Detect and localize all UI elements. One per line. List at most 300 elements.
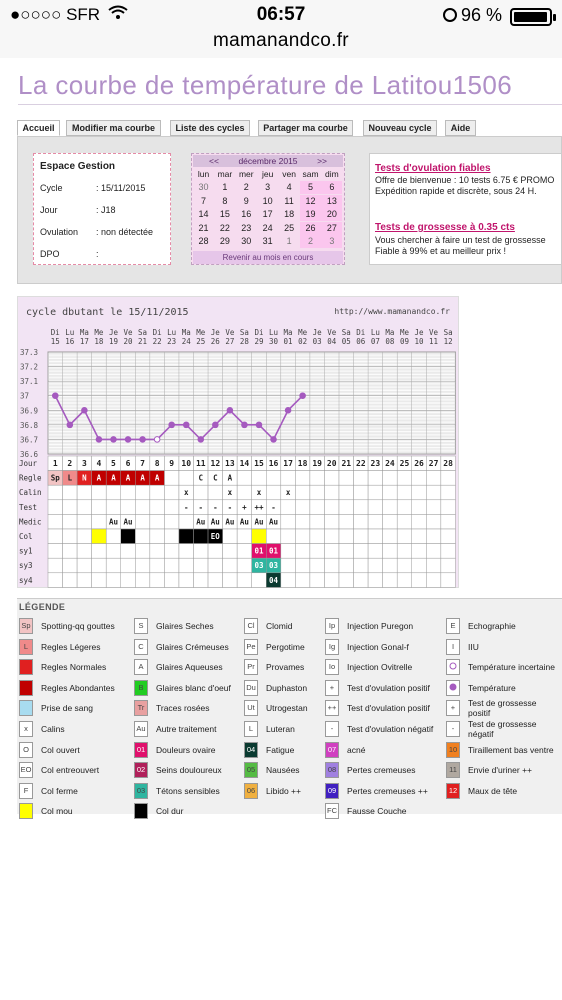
table-cell — [194, 558, 209, 573]
legend-label: Prise de sang — [41, 703, 93, 714]
day-name-label: Ve — [429, 328, 439, 337]
table-cell — [106, 558, 121, 573]
table-cell — [63, 500, 78, 515]
legend-swatch: L — [244, 721, 258, 737]
day-number-label: 26 — [210, 337, 220, 346]
table-cell — [383, 500, 398, 515]
temperature-point — [198, 437, 204, 443]
table-cell — [339, 514, 354, 529]
y-tick-label: 36.9 — [20, 406, 39, 416]
calendar-day[interactable]: 10 — [262, 195, 273, 206]
legend-label: Tiraillement bas ventre — [468, 744, 554, 755]
marker-text: Au — [269, 517, 279, 527]
marker-cell — [194, 529, 209, 544]
table-cell — [63, 558, 78, 573]
temperature-point — [242, 422, 248, 428]
table-cell — [339, 558, 354, 573]
calendar-day[interactable]: 24 — [262, 222, 273, 233]
calendar-day[interactable]: 20 — [321, 208, 342, 221]
marker-text: A — [154, 473, 160, 483]
tab-partager[interactable]: Partager ma courbe — [258, 120, 353, 136]
table-cell — [368, 573, 383, 588]
calendar-day[interactable]: 4 — [286, 182, 292, 192]
temperature-point — [52, 393, 58, 399]
cycle-day-label: 12 — [210, 459, 221, 468]
table-cell — [92, 514, 107, 529]
calendar-current-month-link[interactable]: Revenir au mois en cours — [193, 251, 343, 264]
table-cell — [135, 485, 150, 500]
legend-swatch — [19, 700, 33, 716]
day-number-label: 23 — [167, 337, 177, 346]
calendar-weekday: mar — [217, 169, 233, 179]
table-cell — [339, 544, 354, 559]
marker-text: A — [140, 473, 145, 483]
marker-text: 03 — [254, 561, 264, 571]
table-cell — [237, 558, 252, 573]
divider — [18, 104, 562, 105]
calendar-day[interactable]: 25 — [284, 222, 295, 233]
calendar-day[interactable]: 22 — [219, 222, 230, 233]
legend-label: Luteran — [266, 724, 295, 734]
legend-swatch: 08 — [325, 762, 339, 778]
table-cell — [441, 471, 456, 486]
legend-swatch: x — [19, 721, 33, 737]
table-cell — [63, 529, 78, 544]
alarm-icon — [443, 8, 457, 22]
day-name-label: Ve — [225, 328, 235, 337]
calendar-prev-button[interactable]: << — [209, 156, 219, 166]
legend-swatch: Au — [134, 721, 148, 737]
y-tick-label: 37.3 — [20, 348, 39, 357]
legend-label: Calins — [41, 724, 65, 734]
table-cell — [63, 544, 78, 559]
temperature-point — [67, 422, 73, 428]
day-number-label: 16 — [65, 337, 75, 346]
cycle-day-label: 4 — [96, 459, 102, 468]
cycle-day-label: 19 — [312, 459, 322, 468]
table-cell — [339, 500, 354, 515]
table-cell — [135, 529, 150, 544]
table-cell — [383, 471, 398, 486]
calendar-day[interactable]: 1 — [286, 236, 292, 247]
calendar-day[interactable]: 13 — [321, 195, 342, 208]
day-number-label: 08 — [385, 337, 395, 346]
row-label: Regle — [19, 473, 42, 483]
table-cell — [208, 485, 223, 500]
ad-text: Expédition rapide et discrète, sous 24 H. — [375, 186, 537, 196]
legend-swatch: Cl — [244, 618, 258, 634]
marker-text: A — [125, 473, 131, 483]
cycle-day-label: 6 — [125, 459, 131, 468]
table-cell — [92, 485, 107, 500]
table-cell — [383, 514, 398, 529]
gestion-title: Espace Gestion — [40, 161, 116, 172]
table-cell — [48, 558, 63, 573]
table-cell — [426, 485, 441, 500]
gestion-row: DPO : — [40, 249, 99, 259]
table-cell — [412, 485, 427, 500]
legend-label: Fausse Couche — [347, 806, 407, 817]
table-cell — [324, 573, 339, 588]
table-cell — [150, 514, 165, 529]
marker-text: - — [213, 502, 218, 512]
table-cell — [77, 529, 92, 544]
day-number-label: 25 — [196, 337, 206, 346]
legend-label: Col ferme — [41, 785, 78, 796]
marker-text: Au — [254, 517, 264, 527]
table-cell — [77, 558, 92, 573]
calendar-header — [193, 155, 343, 167]
day-number-label: 30 — [269, 337, 279, 346]
temperature-point — [125, 437, 131, 443]
cycle-day-label: 23 — [370, 459, 381, 468]
legend-swatch: 05 — [244, 762, 258, 778]
cycle-day-label: 24 — [385, 459, 395, 468]
calendar-day[interactable]: 1 — [222, 182, 228, 192]
day-name-label: Me — [94, 328, 104, 337]
table-cell — [368, 514, 383, 529]
temperature-point — [183, 422, 189, 428]
table-cell — [208, 573, 223, 588]
day-name-label: Ve — [327, 328, 337, 337]
battery-percent: 96 % — [460, 5, 502, 25]
legend-swatch: 02 — [134, 762, 148, 778]
table-cell — [150, 573, 165, 588]
cycle-day-label: 22 — [356, 459, 366, 468]
table-cell — [368, 558, 383, 573]
table-cell — [397, 485, 412, 500]
table-cell — [281, 573, 296, 588]
day-name-label: Ma — [181, 328, 191, 337]
legend-swatch: 01 — [134, 742, 148, 758]
legend-label: Glaires Crémeuses — [156, 641, 229, 652]
address-bar[interactable]: mamanandco.fr — [213, 30, 349, 51]
temperature-point — [256, 422, 262, 428]
ad-text: Fiable à 99% et au meilleur prix ! — [375, 246, 507, 256]
legend-label: Test d'ovulation positif — [347, 703, 430, 714]
legend-label: Utrogestan — [266, 703, 308, 714]
gestion-box — [33, 153, 171, 265]
legend-label: Test de grossesse positif — [468, 698, 537, 719]
table-cell — [106, 500, 121, 515]
calendar-day[interactable]: 17 — [262, 209, 273, 220]
tab-modifier[interactable]: Modifier ma courbe — [66, 120, 161, 136]
table-cell — [324, 514, 339, 529]
marker-text: - — [183, 502, 189, 512]
table-cell — [324, 529, 339, 544]
legend-label: Glaires Seches — [156, 621, 214, 631]
calendar-day[interactable]: 18 — [284, 209, 295, 220]
legend — [17, 598, 562, 817]
table-cell — [281, 558, 296, 573]
table-cell — [48, 529, 63, 544]
table-cell — [426, 558, 441, 573]
legend-label: Température incertaine — [468, 662, 555, 673]
y-tick-label: 36.8 — [20, 420, 39, 430]
table-cell — [339, 485, 354, 500]
legend-swatch — [19, 680, 33, 696]
table-cell — [164, 573, 179, 588]
day-name-label: Me — [298, 328, 308, 337]
table-cell — [77, 573, 92, 588]
calendar-day[interactable]: 29 — [219, 236, 230, 247]
calendar-day[interactable]: 8 — [222, 195, 228, 206]
marker-text: x — [183, 488, 189, 498]
calendar-day[interactable]: 11 — [284, 195, 294, 206]
cycle-day-label: 16 — [268, 459, 279, 468]
table-cell — [295, 500, 310, 515]
tab-nouveau[interactable]: Nouveau cycle — [363, 120, 437, 136]
table-cell — [121, 544, 136, 559]
legend-label: Test d'ovulation négatif — [347, 724, 434, 734]
legend-label: Test d'ovulation positif — [347, 682, 430, 693]
tab-liste[interactable]: Liste des cycles — [170, 120, 250, 136]
table-cell — [383, 558, 398, 573]
table-cell — [397, 529, 412, 544]
calendar-month: décembre 2015 — [238, 156, 298, 166]
table-cell — [194, 485, 209, 500]
day-name-label: Sa — [239, 328, 249, 337]
calendar-day[interactable]: 19 — [300, 208, 321, 221]
table-cell — [324, 485, 339, 500]
cycle-day-label: 27 — [428, 459, 439, 468]
day-name-label: Di — [152, 328, 162, 337]
table-cell — [179, 514, 194, 529]
y-tick-label: 37.1 — [20, 377, 39, 387]
temperature-point — [140, 437, 146, 443]
legend-label: Douleurs ovaire — [156, 744, 216, 755]
table-cell — [223, 573, 238, 588]
calendar-day[interactable]: 2 — [243, 182, 249, 192]
table-cell — [412, 500, 427, 515]
calendar-day[interactable]: 15 — [219, 209, 230, 220]
legend-label: Pertes cremeuses ++ — [347, 785, 428, 796]
calendar-day[interactable]: 6 — [321, 181, 342, 194]
table-cell — [237, 485, 252, 500]
legend-swatch: Sp — [19, 618, 33, 634]
temperature-point — [285, 407, 291, 413]
table-cell — [252, 573, 267, 588]
calendar-day[interactable]: 5 — [300, 181, 321, 194]
legend-label: Test de grossesse négatif — [468, 719, 537, 739]
calendar-day[interactable]: 28 — [198, 236, 209, 247]
calendar-day[interactable]: 3 — [321, 235, 342, 248]
ads-box — [369, 153, 562, 265]
temperature-point — [271, 437, 277, 443]
legend-swatch: Ip — [325, 618, 339, 634]
table-cell — [266, 471, 281, 486]
marker-cell — [252, 529, 267, 544]
legend-swatch: B — [134, 680, 148, 696]
table-cell — [281, 500, 296, 515]
ad-grossesse-link[interactable]: Tests de grossesse à 0.35 cts — [375, 222, 515, 233]
table-cell — [383, 485, 398, 500]
marker-text: Au — [196, 517, 206, 527]
legend-swatch: ++ — [325, 700, 339, 716]
legend-label: Pergotime — [266, 641, 305, 652]
day-name-label: Di — [50, 328, 60, 337]
day-name-label: Di — [254, 328, 264, 337]
table-cell — [135, 514, 150, 529]
legend-label: Provames — [266, 662, 305, 673]
legend-label: Autre traitement — [156, 724, 217, 734]
day-number-label: 06 — [356, 337, 366, 346]
day-name-label: Lu — [65, 328, 75, 337]
table-cell — [339, 573, 354, 588]
cycle-day-label: 3 — [81, 459, 87, 468]
day-name-label: Lu — [370, 328, 380, 337]
marker-text: ++ — [254, 502, 264, 512]
calendar-day[interactable]: 14 — [198, 209, 209, 220]
cycle-day-label: 13 — [225, 459, 235, 468]
legend-label: Injection Ovitrelle — [347, 662, 413, 673]
table-cell — [135, 500, 150, 515]
marker-text: N — [82, 473, 87, 483]
ad-ovulation-link[interactable]: Tests d'ovulation fiables — [375, 163, 491, 174]
table-cell — [354, 573, 369, 588]
table-cell — [295, 573, 310, 588]
calendar-day[interactable]: 30 — [241, 236, 252, 247]
day-number-label: 10 — [414, 337, 424, 346]
marker-text: 03 — [269, 561, 279, 571]
tab-accueil[interactable]: Accueil — [17, 120, 60, 136]
table-cell — [48, 573, 63, 588]
legend-label: Seins douloureux — [156, 765, 222, 776]
table-cell — [48, 500, 63, 515]
marker-text: C — [198, 473, 204, 483]
table-cell — [441, 485, 456, 500]
table-cell — [106, 573, 121, 588]
table-cell — [281, 544, 296, 559]
marker-text: L — [67, 473, 73, 483]
table-cell — [441, 544, 456, 559]
marker-text: A — [111, 473, 116, 483]
carrier-label: ●○○○○ SFR — [10, 5, 101, 24]
marker-text: 01 — [269, 546, 279, 556]
temperature-chart — [17, 296, 459, 588]
table-cell — [150, 485, 165, 500]
cycle-day-label: 25 — [399, 459, 410, 468]
cycle-day-label: 15 — [254, 459, 264, 468]
table-cell — [92, 500, 107, 515]
table-cell — [150, 558, 165, 573]
calendar-weekday: jeu — [262, 169, 274, 179]
calendar-day[interactable]: 16 — [241, 209, 252, 220]
table-cell — [354, 529, 369, 544]
day-number-label: 11 — [429, 337, 439, 346]
day-number-label: 09 — [399, 337, 409, 346]
status-bar — [0, 0, 562, 58]
legend-swatch: 04 — [244, 742, 258, 758]
table-cell — [339, 529, 354, 544]
legend-label: Col dur — [156, 806, 184, 817]
legend-swatch: 12 — [446, 783, 460, 799]
table-cell — [194, 573, 209, 588]
ad-text: Vous chercher à faire un test de grossesse — [375, 235, 546, 245]
calendar-day[interactable]: 27 — [321, 222, 342, 235]
table-cell — [223, 544, 238, 559]
calendar-day[interactable]: 12 — [300, 195, 321, 208]
legend-swatch: S — [134, 618, 148, 634]
calendar-day[interactable]: 3 — [265, 182, 271, 192]
marker-text: Au — [108, 517, 118, 527]
calendar-next-button[interactable]: >> — [317, 156, 327, 166]
table-cell — [121, 573, 136, 588]
table-cell — [354, 485, 369, 500]
calendar-weekday: ven — [282, 169, 296, 179]
table-cell — [63, 514, 78, 529]
day-number-label: 01 — [283, 337, 293, 346]
legend-label: Spotting-qq gouttes — [41, 621, 115, 631]
table-cell — [383, 529, 398, 544]
legend-swatch: 11 — [446, 762, 460, 778]
marker-text: 04 — [269, 575, 279, 585]
table-cell — [237, 471, 252, 486]
day-number-label: 18 — [94, 337, 104, 346]
cycle-day-label: 7 — [140, 459, 145, 468]
cycle-day-label: 9 — [169, 459, 175, 468]
marker-text: x — [227, 488, 233, 498]
table-cell — [295, 514, 310, 529]
calendar — [191, 153, 345, 265]
table-cell — [354, 558, 369, 573]
calendar-day[interactable]: 23 — [241, 222, 252, 233]
calendar-day[interactable]: 2 — [300, 235, 321, 248]
table-cell — [441, 500, 456, 515]
legend-swatch: F — [19, 783, 33, 799]
table-cell — [441, 514, 456, 529]
row-label: Calin — [19, 488, 42, 498]
table-cell — [63, 573, 78, 588]
row-label: Test — [19, 502, 38, 512]
legend-swatch: A — [134, 659, 148, 675]
legend-swatch — [134, 803, 148, 819]
marker-text: x — [285, 488, 291, 498]
tab-aide[interactable]: Aide — [445, 120, 476, 136]
day-number-label: 12 — [443, 337, 453, 346]
day-name-label: Sa — [341, 328, 351, 337]
row-label: sy1 — [19, 546, 33, 556]
calendar-day[interactable]: 31 — [262, 236, 273, 247]
calendar-day[interactable]: 26 — [300, 222, 321, 235]
table-cell — [441, 573, 456, 588]
table-cell — [310, 558, 325, 573]
calendar-day[interactable]: 9 — [243, 195, 249, 206]
table-cell — [310, 471, 325, 486]
legend-label: Pertes cremeuses — [347, 765, 416, 776]
calendar-day[interactable]: 7 — [200, 195, 206, 206]
legend-swatch: Tr — [134, 700, 148, 716]
chart-title: cycle dbutant le 15/11/2015 — [26, 307, 189, 318]
table-cell — [194, 544, 209, 559]
calendar-day[interactable]: 30 — [198, 182, 209, 192]
legend-swatch: - — [325, 721, 339, 737]
legend-swatch: FC — [325, 803, 339, 819]
legend-label: IIU — [468, 641, 479, 652]
table-cell — [92, 573, 107, 588]
day-name-label: Me — [399, 328, 409, 337]
cycle-day-label: 26 — [414, 459, 424, 468]
legend-swatch: C — [134, 639, 148, 655]
legend-label: Maux de tête — [468, 785, 518, 796]
table-cell — [106, 485, 121, 500]
legend-swatch: I — [446, 639, 460, 655]
marker-text: EO — [210, 532, 220, 541]
table-cell — [426, 529, 441, 544]
calendar-day[interactable]: 21 — [198, 222, 209, 233]
table-cell — [412, 573, 427, 588]
table-cell — [164, 471, 179, 486]
